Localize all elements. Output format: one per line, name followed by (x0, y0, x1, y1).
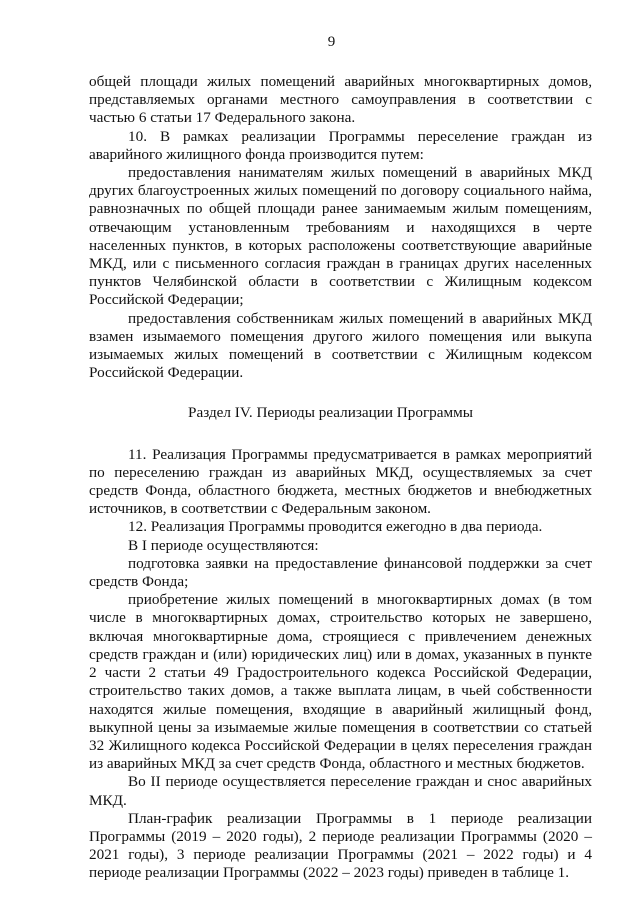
paragraph: Во II периоде осуществляется переселение граждан и снос аварийных МКД. (89, 773, 592, 809)
paragraph: предоставления нанимателям жилых помещений в аварийных МКД других благоустроенных жилых помещений по договору социального найма, равнозначных по общей площади ранее занимаемым жилым помещениям, отвечающим установленным требованиям и находящихся в черте населенных пунктов, в которых расположены соответствующие аварийные МКД, или с письменного согласия граждан в границах других населенных пунктов Челябинской области в соответствии с Жилищным кодексом Российской Федерации; (89, 164, 592, 309)
text-block-before (89, 73, 592, 382)
paragraph: предоставления собственникам жилых помещений в аварийных МКД взамен изымаемого помещения другого жилого помещения или выкупа изымаемых жилых помещений в соответствии с Жилищным кодексом Российской Федерации. (89, 309, 592, 382)
paragraph: 12. Реализация Программы проводится ежегодно в два периода. (128, 518, 543, 536)
paragraph: приобретение жилых помещений в многоквартирных домах (в том числе в многоквартирных домах, строительство которых не завершено, включая многоквартирные дома, строящиеся с привлечением денежных средств граждан и (или) юридических лиц) или в домах, указанных в пункте 2 части 2 статьи 49 Градостроительного кодекса Российской Федерации, строительство таких домов, а также выплата лицам, в чьей собственности находятся жилые помещения, входящие в аварийный жилищный фонд, выкупной цены за изымаемые жилые помещения в соответствии со статьей 32 Жилищного кодекса Российской Федерации в целях переселения граждан из аварийных МКД за счет средств Фонда, областного и местных бюджетов. (89, 591, 592, 773)
paragraph: общей площади жилых помещений аварийных многоквартирных домов, представляемых органами местного самоуправления в соответствии с частью 6 статьи 17 Федерального закона. (89, 73, 592, 127)
paragraph: В I периоде осуществляются: (128, 536, 319, 554)
paragraph: подготовка заявки на предоставление финансовой поддержки за счет средств Фонда; (89, 554, 592, 591)
paragraph: 11. Реализация Программы предусматривается в рамках мероприятий по переселению граждан из аварийных МКД, осуществляемых за счет средств Фонда, областного бюджета, местных бюджетов и внебюджетных источников, в соответствии с Федеральным законом. (89, 445, 592, 518)
text-block-after (89, 446, 592, 883)
paragraph: План-график реализации Программы в 1 периоде реализации Программы (2019 – 2020 годы), 2 периоде реализации Программы (2020 – 2021 годы), 3 периоде реализации Программы (2021 – 2022 годы) и 4 периоде реализации Программы (2022 – 2023 годы) приведен в таблице 1. (89, 809, 592, 882)
section-heading: Раздел IV. Периоды реализации Программы (188, 404, 473, 422)
paragraph: 10. В рамках реализации Программы переселение граждан из аварийного жилищного фонда производится путем: (89, 127, 592, 163)
page-number: 9 (327, 34, 336, 50)
